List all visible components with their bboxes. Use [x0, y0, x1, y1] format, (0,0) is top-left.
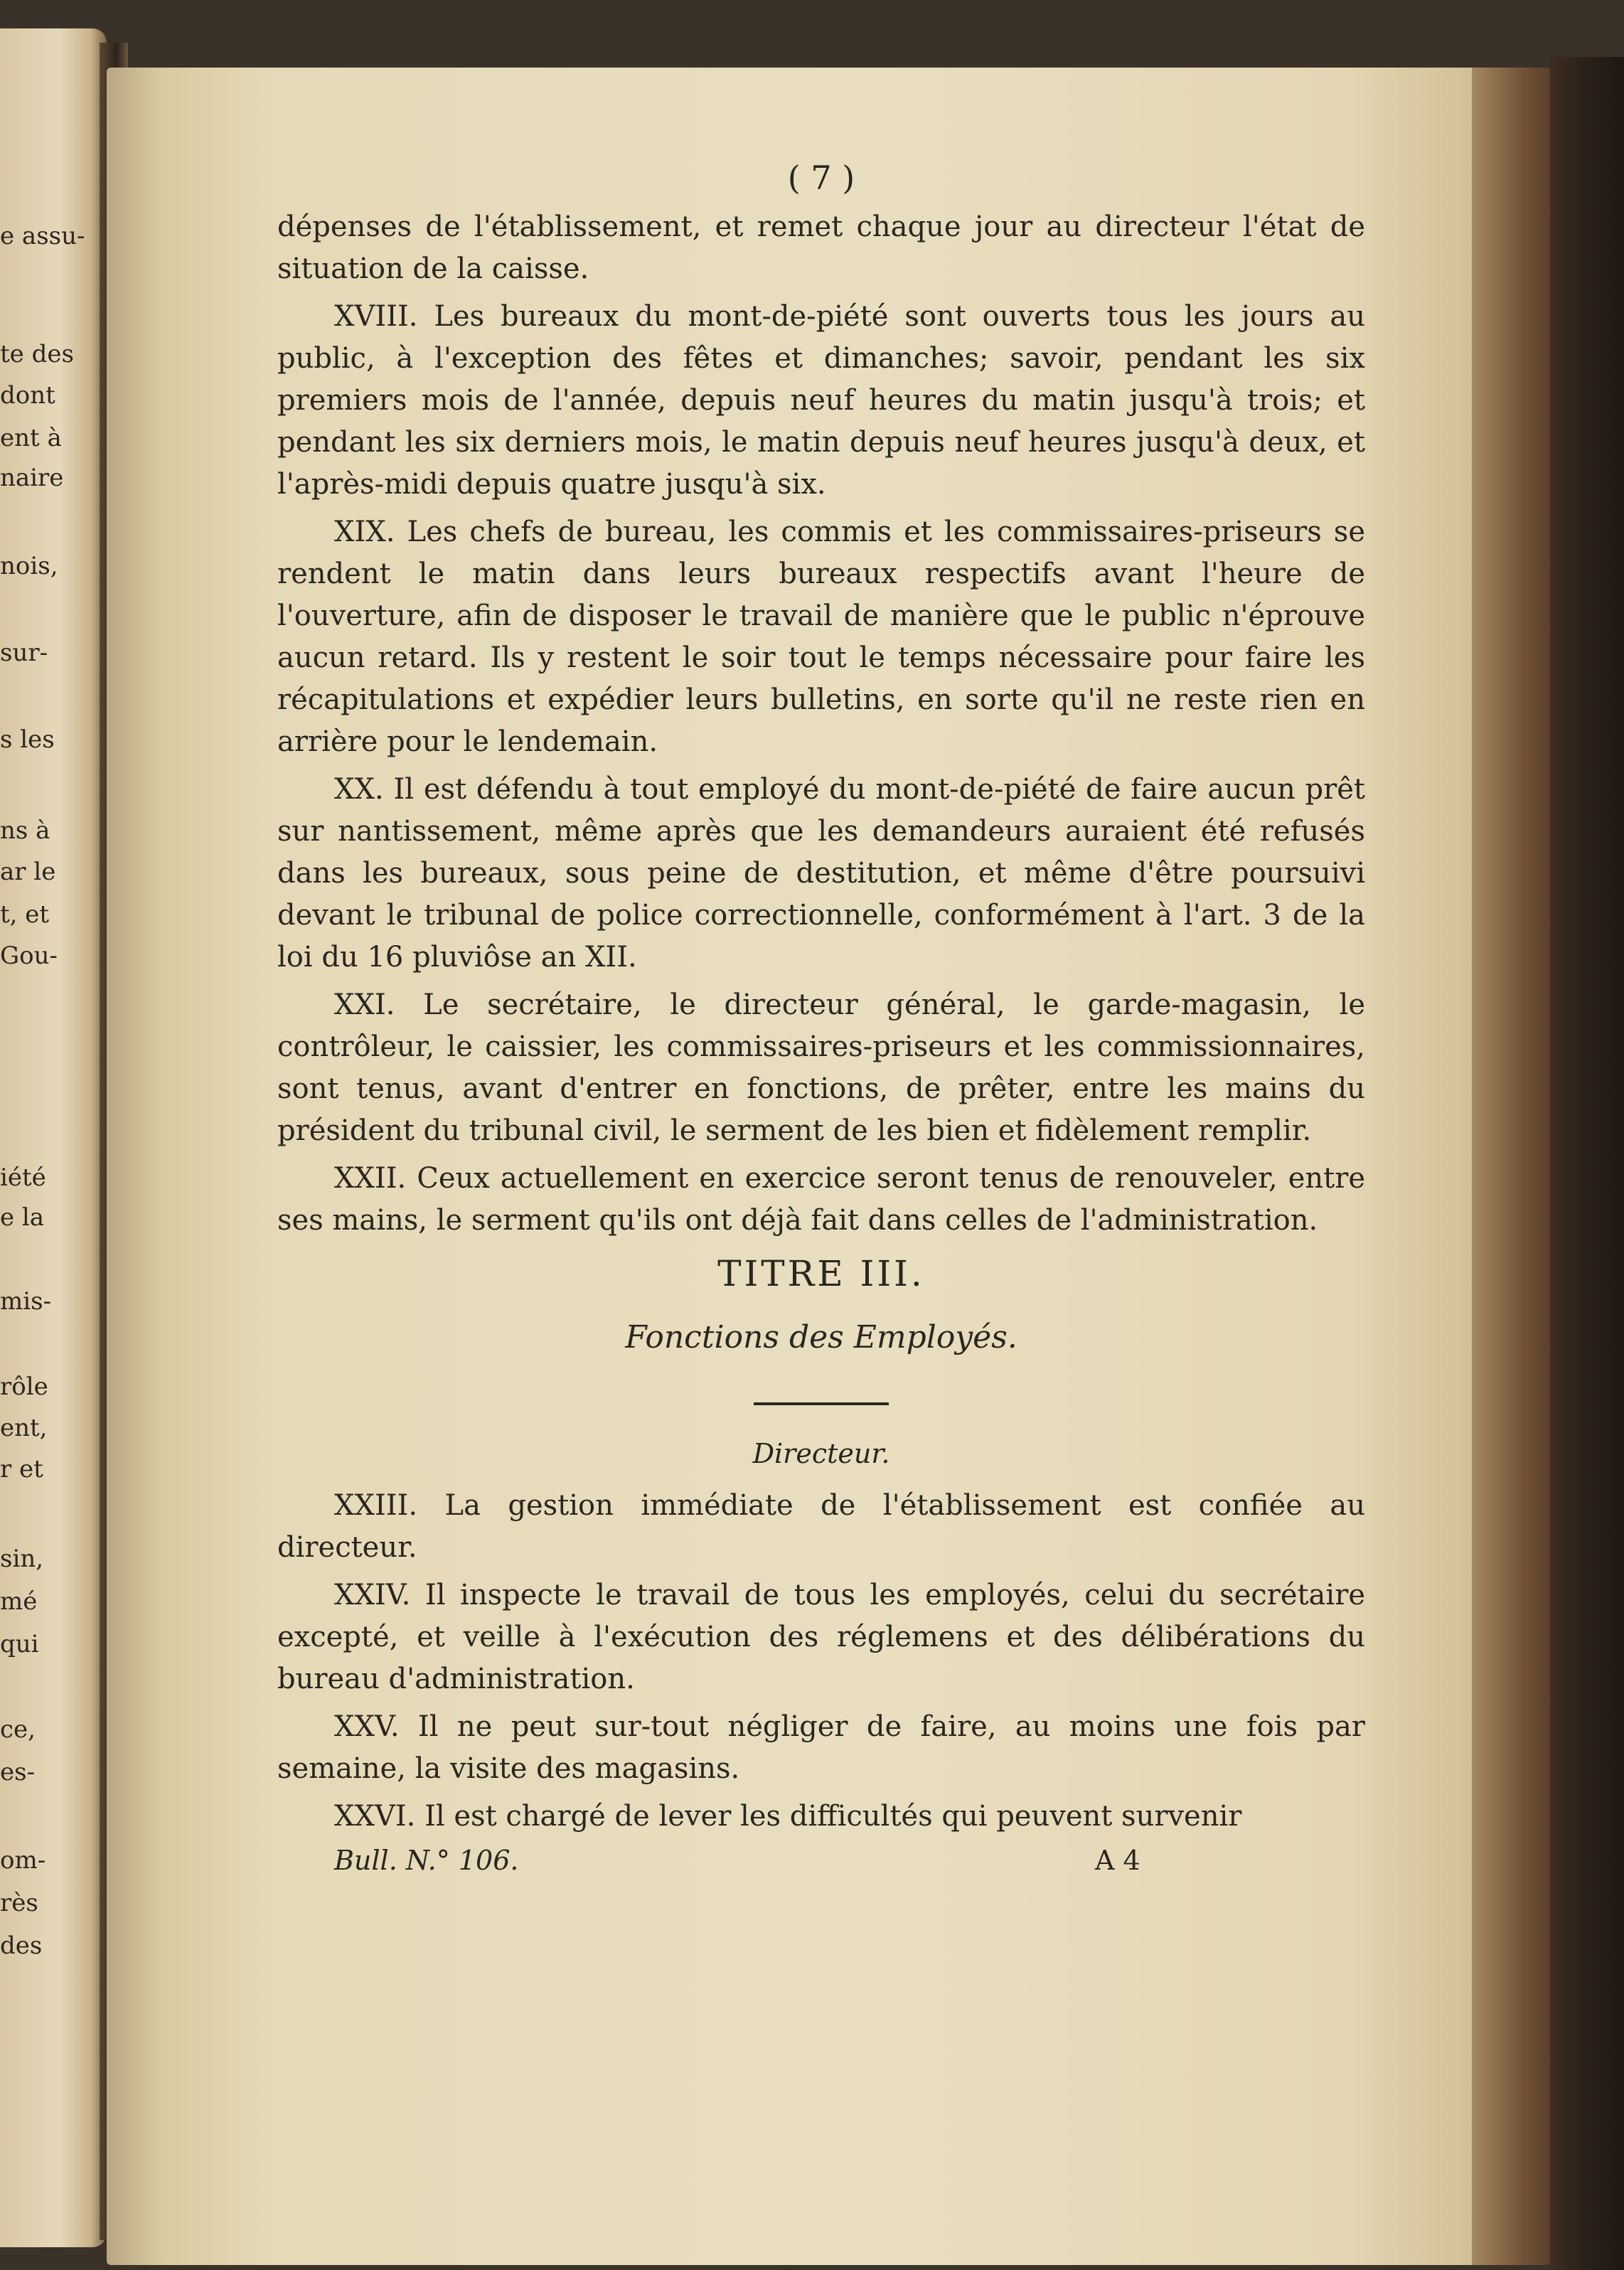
article-xix: XIX. Les chefs de bureau, les commis et les commissaires-priseurs se rendent le matin dans leurs bureaux respectifs avant l'heure de l'ouverture, afin de disposer le travail de manière que le public n'éprouve aucun retard. Ils y restent le soir tout le temps nécessaire pour faire les récapitulations et expédier leurs bulletins, en sorte qu'il ne reste rien en arrière pour le lendemain.	[277, 516, 1365, 758]
fragment: t, et	[0, 900, 50, 929]
section-heading: Directeur.	[752, 1438, 890, 1469]
article-xxv: XXV. Il ne peut sur-tout négliger de faire, au moins une fois par semaine, la visite des magasins.	[277, 1710, 1365, 1785]
fragment: mé	[0, 1587, 38, 1616]
fragment: rès	[0, 1889, 38, 1917]
fragment: dont	[0, 381, 55, 410]
fragment: Gou-	[0, 942, 58, 970]
fragment: ent à	[0, 424, 62, 452]
fragment: ns à	[0, 816, 50, 845]
fragment: om-	[0, 1846, 46, 1875]
article-xxii: XXII. Ceux actuellement en exercice seront tenus de renouveler, entre ses mains, le serment qu'ils ont déjà fait dans celles de l'administration.	[277, 1162, 1365, 1237]
fragment: qui	[0, 1630, 39, 1658]
fragment: sin,	[0, 1545, 44, 1573]
signature-mark: A 4	[1095, 1845, 1140, 1876]
fragment: naire	[0, 464, 64, 492]
fragment: iété	[0, 1163, 46, 1192]
page-text	[277, 156, 1365, 1890]
fragment: nois,	[0, 552, 58, 580]
article-xxi: XXI. Le secrétaire, le directeur général, le garde-magasin, le contrôleur, le caissier, les commissaires-priseurs et les commissionnaires, sont tenus, avant d'entrer en fonctions, de prêter, entre les mains du président du tribunal civil, le serment de les bien et fidèlement remplir.	[277, 989, 1365, 1147]
subtitle-heading: Fonctions des Employés.	[625, 1319, 1017, 1355]
article-xxvi: XXVI. Il est chargé de lever les difficultés qui peuvent survenir	[334, 1800, 1242, 1833]
fragment: mis-	[0, 1287, 52, 1316]
fragment: ar le	[0, 858, 56, 886]
fragment: ce,	[0, 1715, 36, 1744]
paragraph-continuation: dépenses de l'établissement, et remet chaque jour au directeur l'état de situation de la caisse.	[277, 211, 1365, 285]
fragment: es-	[0, 1758, 36, 1786]
article-xxiv: XXIV. Il inspecte le travail de tous les employés, celui du secrétaire excepté, et veille à l'exécution des réglemens et des délibérations du bureau d'administration.	[277, 1579, 1365, 1695]
fragment: e la	[0, 1203, 45, 1232]
page-footer	[277, 1845, 1365, 1890]
article-xviii: XVIII. Les bureaux du mont-de-piété sont ouverts tous les jours au public, à l'exception des fêtes et dimanches; savoir, pendant les six premiers mois de l'année, depuis neuf heures du matin jusqu'à trois; et pendant les six derniers mois, le matin depuis neuf heures jusqu'à deux, et l'après-midi depuis quatre jusqu'à six.	[277, 300, 1365, 501]
article-xxiii: XXIII. La gestion immédiate de l'établissement est confiée au directeur.	[277, 1489, 1365, 1564]
article-xx: XX. Il est défendu à tout employé du mont-de-piété de faire aucun prêt sur nantissement, même après que les demandeurs auraient été refusés dans les bureaux, sous peine de destitution, et même d'être poursuivi devant le tribunal de police correctionnelle, conformément à l'art. 3 de la loi du 16 pluviôse an XII.	[277, 773, 1365, 974]
fragment: s les	[0, 725, 55, 754]
fragment: ent,	[0, 1414, 48, 1442]
fragment: e assu-	[0, 222, 85, 250]
fragment: te des	[0, 340, 74, 368]
fragment: sur-	[0, 639, 48, 667]
divider-rule	[754, 1402, 889, 1405]
fragment: r et	[0, 1455, 43, 1483]
page-number: ( 7 )	[787, 159, 855, 197]
fragment: des	[0, 1931, 43, 1960]
book-binding	[1550, 57, 1624, 2270]
title-heading: TITRE III.	[717, 1253, 925, 1294]
bulletin-number: Bull. N.° 106.	[334, 1845, 519, 1876]
fragment: rôle	[0, 1373, 48, 1401]
